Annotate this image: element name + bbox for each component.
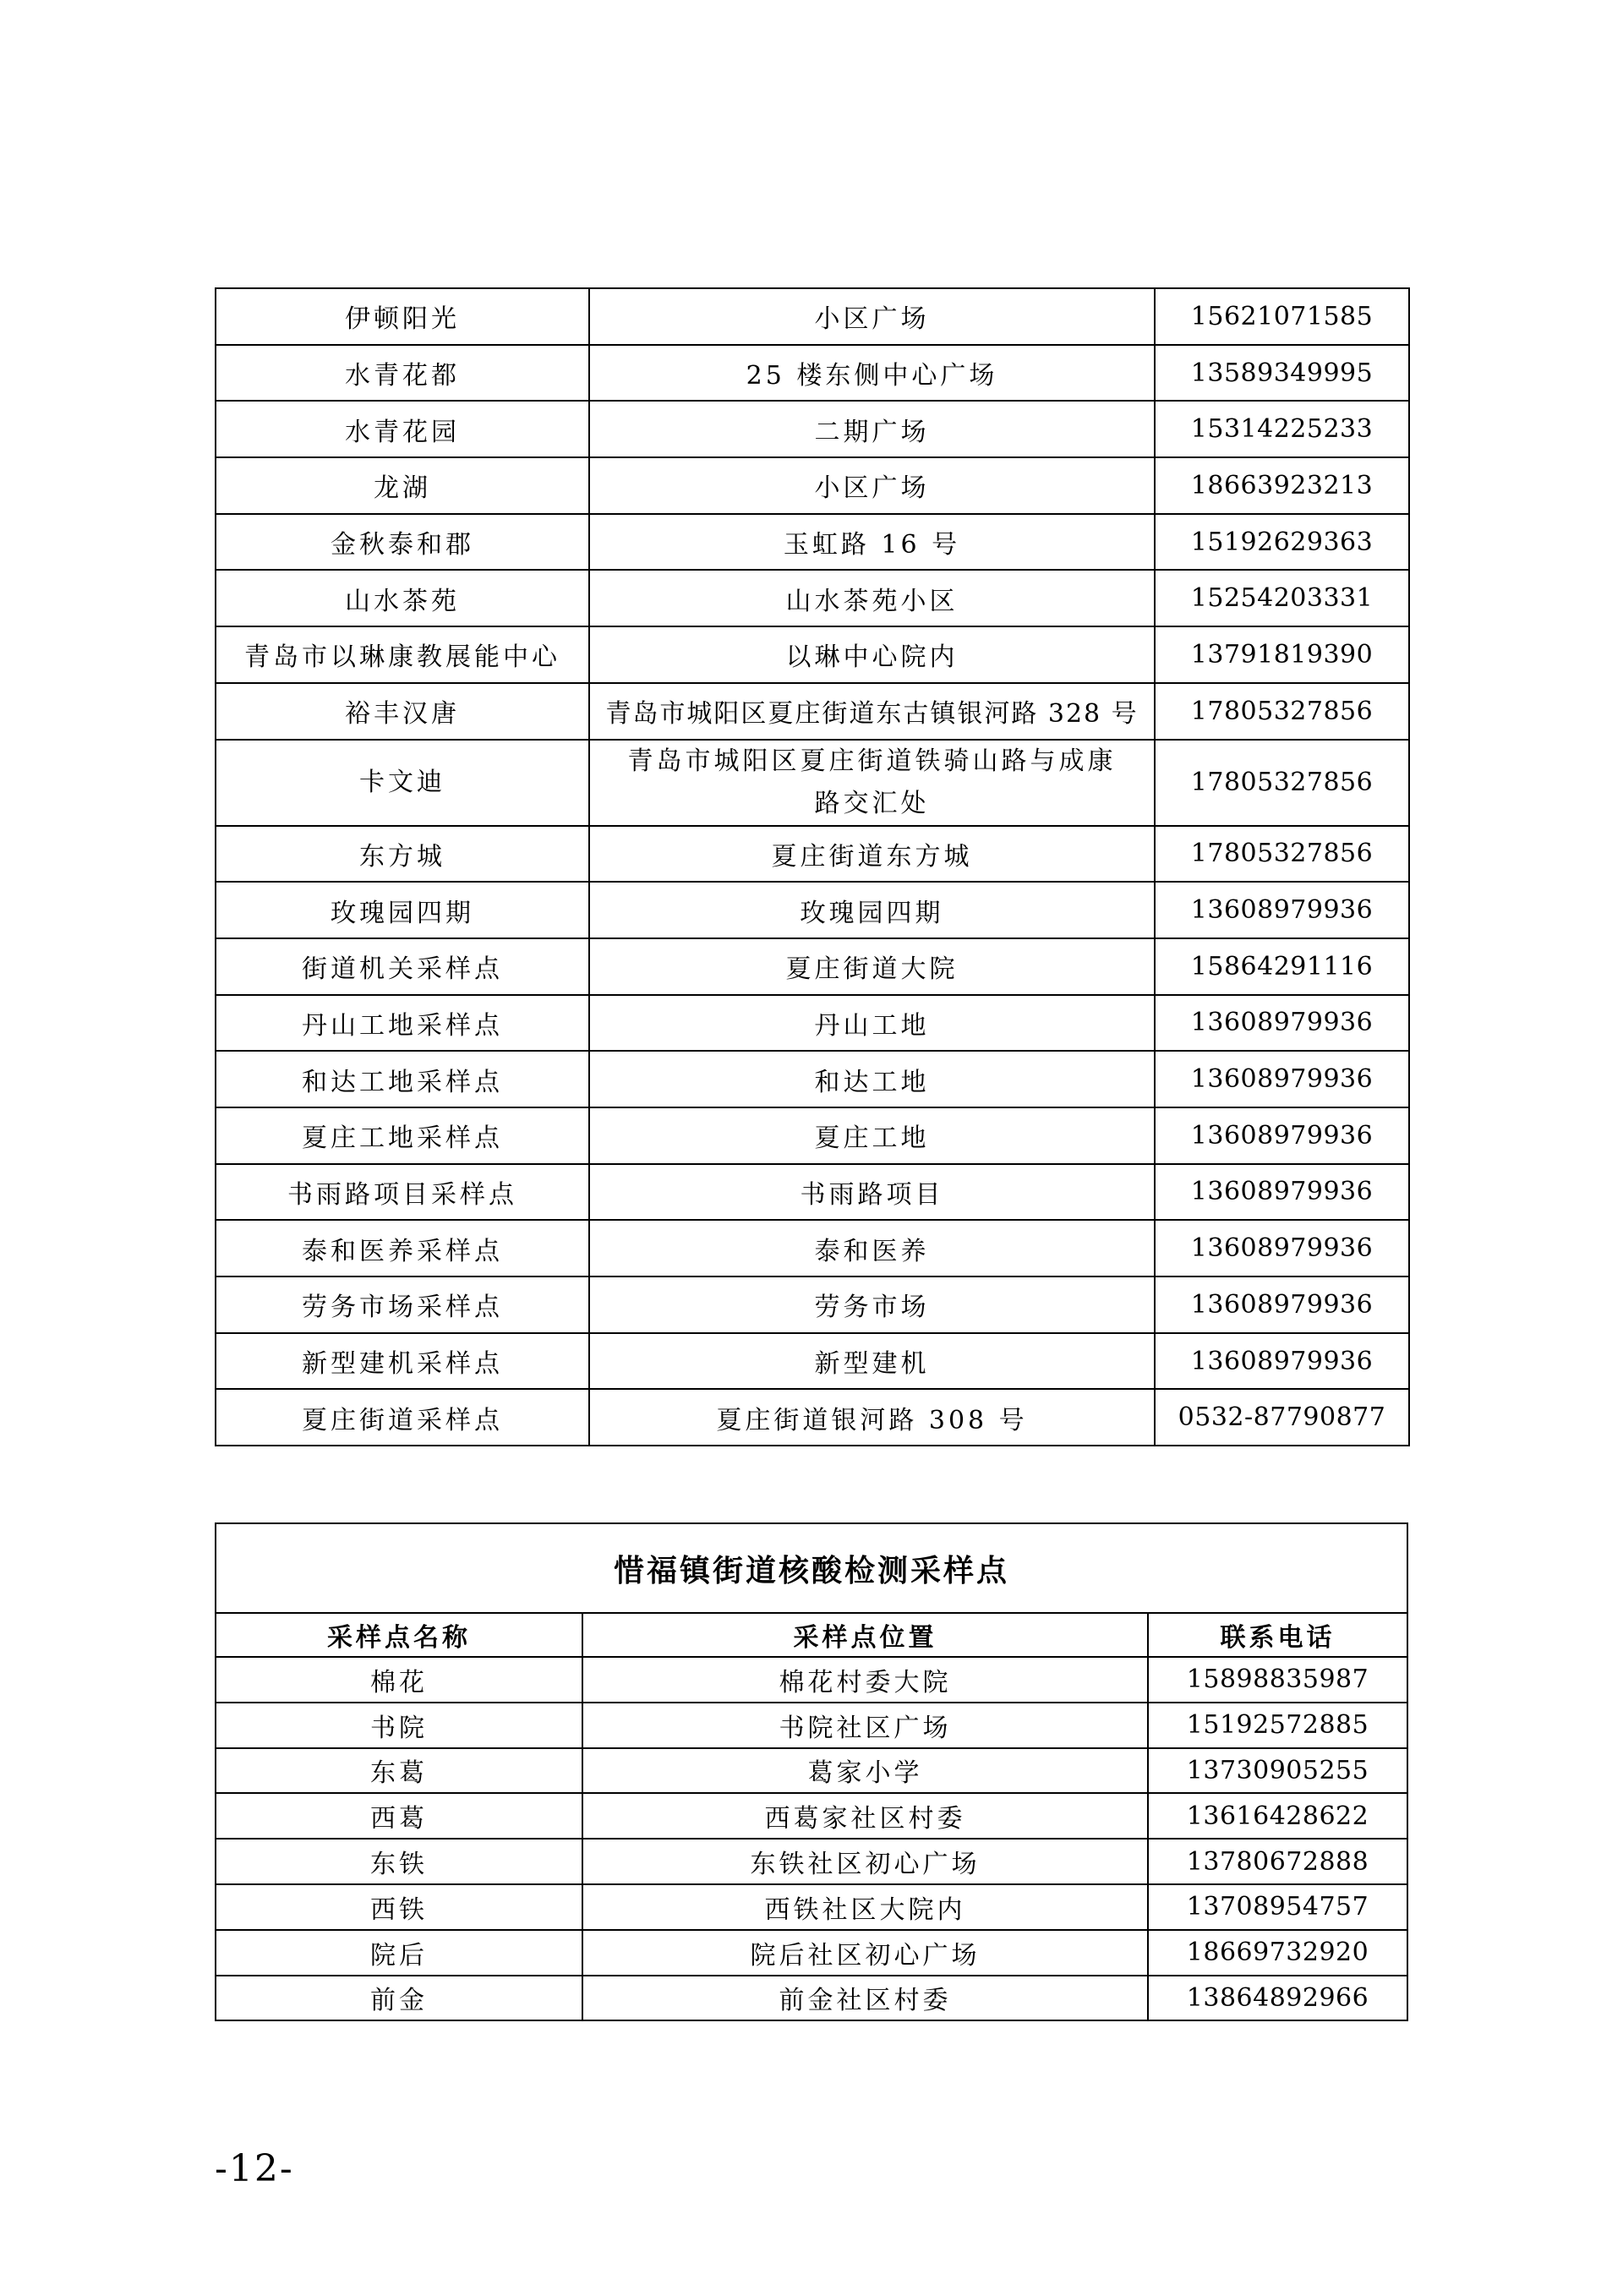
site-name: 新型建机采样点: [216, 1333, 589, 1390]
table-row: [216, 995, 1409, 1052]
site-location: 泰和医养: [589, 1220, 1155, 1276]
site-location: 新型建机: [589, 1333, 1155, 1390]
site-phone: 15621071585: [1155, 288, 1409, 345]
site-phone: 13608979936: [1155, 1107, 1409, 1164]
table-row: [216, 938, 1409, 995]
table-row: [216, 1748, 1407, 1794]
site-name: 泰和医养采样点: [216, 1220, 589, 1276]
site-location: 青岛市城阳区夏庄街道东古镇银河路 328 号: [589, 683, 1155, 740]
table-row: [216, 1839, 1407, 1884]
site-location: 青岛市城阳区夏庄街道铁骑山路与成康路交汇处: [589, 740, 1155, 826]
site-location: 丹山工地: [589, 995, 1155, 1052]
table-row: [216, 1703, 1407, 1748]
site-location: 山水茶苑小区: [589, 570, 1155, 626]
site-name: 和达工地采样点: [216, 1051, 589, 1107]
site-phone: 15192572885: [1148, 1703, 1407, 1748]
site-location: 书雨路项目: [589, 1164, 1155, 1221]
site-location: 棉花村委大院: [582, 1657, 1148, 1703]
site-name: 西葛: [216, 1793, 582, 1839]
site-name: 卡文迪: [216, 740, 589, 826]
table-row: [216, 457, 1409, 514]
site-location: 夏庄街道银河路 308 号: [589, 1389, 1155, 1446]
table-title-row: [216, 1523, 1407, 1613]
table-row: [216, 288, 1409, 345]
site-phone: 18663923213: [1155, 457, 1409, 514]
site-location: 玉虹路 16 号: [589, 514, 1155, 571]
site-phone: 0532-87790877: [1155, 1389, 1409, 1446]
site-phone: 17805327856: [1155, 683, 1409, 740]
table-row: [216, 1976, 1407, 2021]
site-location: 以琳中心院内: [589, 626, 1155, 683]
site-name: 前金: [216, 1976, 582, 2021]
table-row: [216, 740, 1409, 826]
site-location: 院后社区初心广场: [582, 1930, 1148, 1976]
site-phone: 13608979936: [1155, 1333, 1409, 1390]
table-row: [216, 1276, 1409, 1333]
table-row: [216, 1930, 1407, 1976]
site-phone: 13608979936: [1155, 1164, 1409, 1221]
site-name: 东方城: [216, 826, 589, 883]
site-name: 东葛: [216, 1748, 582, 1794]
site-phone: 13864892966: [1148, 1976, 1407, 2021]
site-phone: 15864291116: [1155, 938, 1409, 995]
site-phone: 15314225233: [1155, 401, 1409, 457]
site-name: 水青花都: [216, 345, 589, 402]
site-location: 小区广场: [589, 288, 1155, 345]
table-row: [216, 1107, 1409, 1164]
site-phone: 13608979936: [1155, 995, 1409, 1052]
table-row: [216, 1793, 1407, 1839]
site-name: 丹山工地采样点: [216, 995, 589, 1052]
site-location: 玫瑰园四期: [589, 882, 1155, 938]
site-phone: 13791819390: [1155, 626, 1409, 683]
page-number: -12-: [215, 2147, 294, 2190]
table-row: [216, 1164, 1409, 1221]
header-phone: 联系电话: [1148, 1613, 1407, 1657]
site-name: 劳务市场采样点: [216, 1276, 589, 1333]
site-location: 25 楼东侧中心广场: [589, 345, 1155, 402]
site-location: 葛家小学: [582, 1748, 1148, 1794]
site-location: 西铁社区大院内: [582, 1884, 1148, 1930]
site-location: 小区广场: [589, 457, 1155, 514]
site-location: 西葛家社区村委: [582, 1793, 1148, 1839]
header-location: 采样点位置: [582, 1613, 1148, 1657]
site-phone: 13608979936: [1155, 1276, 1409, 1333]
site-phone: 17805327856: [1155, 740, 1409, 826]
site-name: 夏庄街道采样点: [216, 1389, 589, 1446]
site-phone: 13608979936: [1155, 882, 1409, 938]
site-phone: 15192629363: [1155, 514, 1409, 571]
table-row: [216, 1051, 1409, 1107]
sampling-points-table-xifu: [215, 1522, 1408, 2021]
site-location: 二期广场: [589, 401, 1155, 457]
site-name: 龙湖: [216, 457, 589, 514]
site-location: 书院社区广场: [582, 1703, 1148, 1748]
site-phone: 13608979936: [1155, 1220, 1409, 1276]
table-header-row: [216, 1613, 1407, 1657]
site-location: 夏庄街道大院: [589, 938, 1155, 995]
site-name: 东铁: [216, 1839, 582, 1884]
table-row: [216, 401, 1409, 457]
site-location: 夏庄工地: [589, 1107, 1155, 1164]
site-phone: 15898835987: [1148, 1657, 1407, 1703]
site-name: 水青花园: [216, 401, 589, 457]
table-row: [216, 1884, 1407, 1930]
site-name: 裕丰汉唐: [216, 683, 589, 740]
site-name: 伊顿阳光: [216, 288, 589, 345]
site-name: 金秋泰和郡: [216, 514, 589, 571]
table-row: [216, 626, 1409, 683]
site-phone: 13730905255: [1148, 1748, 1407, 1794]
site-phone: 13708954757: [1148, 1884, 1407, 1930]
table-row: [216, 882, 1409, 938]
table-row: [216, 1657, 1407, 1703]
site-name: 棉花: [216, 1657, 582, 1703]
table-row: [216, 514, 1409, 571]
site-name: 山水茶苑: [216, 570, 589, 626]
site-phone: 13608979936: [1155, 1051, 1409, 1107]
site-name: 青岛市以琳康教展能中心: [216, 626, 589, 683]
site-location: 前金社区村委: [582, 1976, 1148, 2021]
site-phone: 13780672888: [1148, 1839, 1407, 1884]
site-name: 夏庄工地采样点: [216, 1107, 589, 1164]
site-name: 书雨路项目采样点: [216, 1164, 589, 1221]
site-phone: 15254203331: [1155, 570, 1409, 626]
site-location: 劳务市场: [589, 1276, 1155, 1333]
site-name: 玫瑰园四期: [216, 882, 589, 938]
site-name: 院后: [216, 1930, 582, 1976]
table-row: [216, 570, 1409, 626]
table-row: [216, 345, 1409, 402]
site-phone: 13616428622: [1148, 1793, 1407, 1839]
site-location: 和达工地: [589, 1051, 1155, 1107]
site-phone: 18669732920: [1148, 1930, 1407, 1976]
table-row: [216, 683, 1409, 740]
site-location: 夏庄街道东方城: [589, 826, 1155, 883]
table-row: [216, 1220, 1409, 1276]
site-location: 东铁社区初心广场: [582, 1839, 1148, 1884]
site-phone: 17805327856: [1155, 826, 1409, 883]
table-row: [216, 826, 1409, 883]
site-phone: 13589349995: [1155, 345, 1409, 402]
site-name: 书院: [216, 1703, 582, 1748]
table-row: [216, 1389, 1409, 1446]
site-name: 西铁: [216, 1884, 582, 1930]
site-name: 街道机关采样点: [216, 938, 589, 995]
sampling-points-table-xiazhuang: [215, 287, 1410, 1446]
table-row: [216, 1333, 1409, 1390]
table-title: 惜福镇街道核酸检测采样点: [216, 1523, 1407, 1613]
header-name: 采样点名称: [216, 1613, 582, 1657]
